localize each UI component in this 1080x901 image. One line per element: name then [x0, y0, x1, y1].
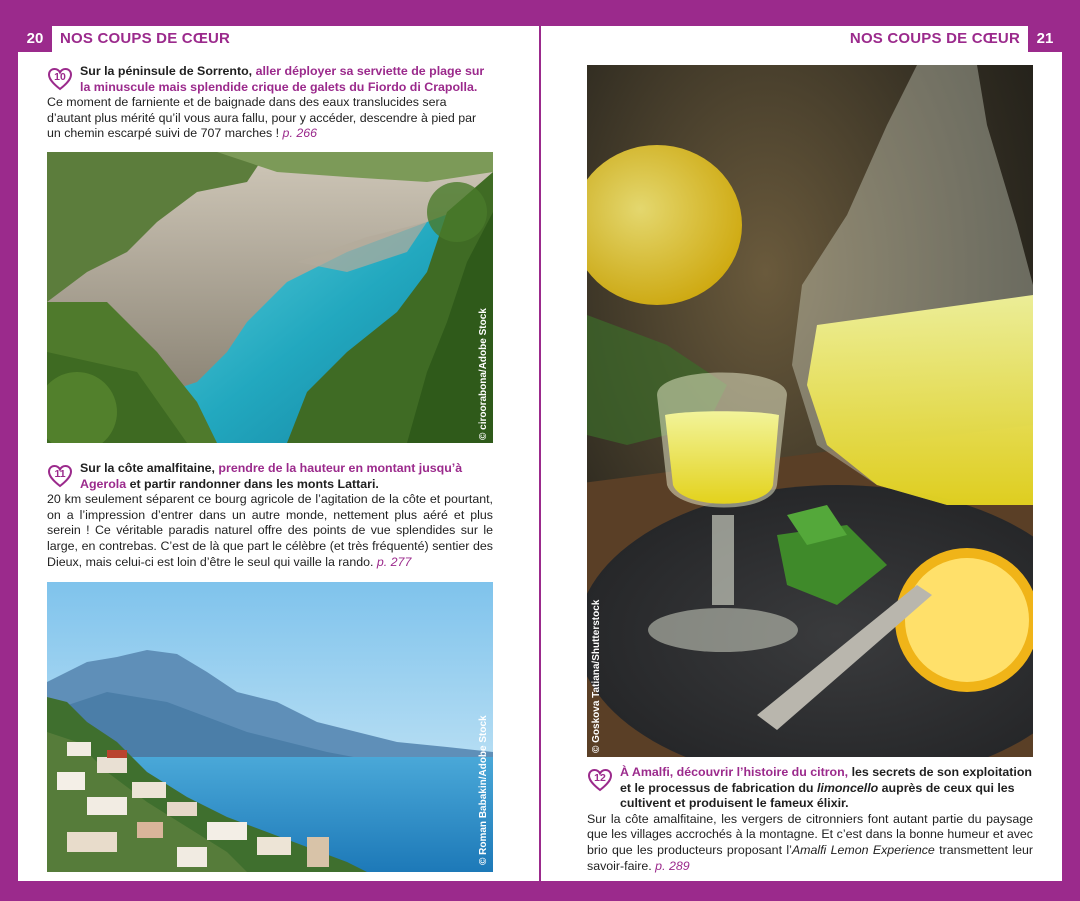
running-head: NOS COUPS DE CŒUR: [849, 30, 1020, 47]
photo-fiordo-di-crapolla: [47, 152, 493, 443]
item-12-body: Sur la côte amalfitaine, les vergers de citronniers font autant partie du paysage que les villages accrochés à la montagne. Et c’est dans la bonne humeur et avec brio que les producteurs proposant l’: [587, 811, 1033, 857]
photo-credit: © ciroorabona/Adobe Stock: [478, 308, 489, 440]
item-11-lead: Sur la côte amalfitaine,: [80, 461, 219, 475]
badge-number: 11: [54, 468, 66, 480]
page-number: 21: [1028, 26, 1062, 52]
photo-limoncello: [587, 65, 1033, 757]
item-11-lead-highlight: prendre de la hauteur en montant jusqu’à Agerola: [80, 461, 463, 491]
item-12: [587, 765, 1033, 874]
badge-number: 10: [54, 71, 66, 83]
page-number: 20: [18, 26, 52, 52]
item-12-body-italic: Amalfi Lemon Experience: [791, 842, 935, 857]
photo-credit: © Goskova Tatiana/Shutterstock: [591, 599, 602, 753]
item-12-page-ref[interactable]: p. 289: [655, 858, 690, 873]
item-11-lead-end: et partir randonner dans les monts Lattari.: [126, 476, 379, 491]
item-10-lead: Sur la péninsule de Sorrento,: [80, 64, 256, 78]
item-11: [47, 461, 493, 570]
item-12-lead-end: auprès de ceux qui les cultivent et produisent le fameux élixir.: [620, 780, 1015, 811]
bottom-band: [0, 881, 539, 901]
item-10-lead-highlight: aller déployer sa serviette de plage sur la minuscule mais splendide crique de galets du Fiordo di Crapolla.: [80, 64, 485, 94]
side-band: [1062, 52, 1080, 901]
bottom-band: [541, 881, 1080, 901]
item-12-body-end: transmettent leur savoir-faire.: [587, 842, 1033, 873]
item-12-lead: les secrets de son exploitation et le processus de fabrication du: [620, 765, 1032, 795]
item-10-body: Ce moment de farniente et de baignade dans des eaux translucides sera d’autant plus mérité qu’il vous aura fallu, pour y accéder, descendre à pied par un chemin escarpé suivi de 707 marches !: [47, 95, 477, 141]
photo-credit: © Roman Babakin/Adobe Stock: [478, 715, 489, 865]
badge-number: 12: [594, 772, 606, 784]
item-10-page-ref[interactable]: p. 266: [282, 126, 317, 141]
right-page: [541, 0, 1080, 901]
item-11-page-ref[interactable]: p. 277: [376, 554, 412, 569]
running-head: NOS COUPS DE CŒUR: [60, 30, 231, 47]
item-12-lead-italic: limoncello: [816, 780, 879, 795]
photo-amalfi-coast: [47, 582, 493, 872]
item-12-lead-highlight: À Amalfi, découvrir l’histoire du citron,: [620, 765, 849, 779]
side-band: [0, 52, 18, 901]
left-page: [0, 0, 539, 901]
item-11-body: 20 km seulement séparent ce bourg agricole de l’agitation de la côte et pourtant, on a l’impression d’entrer dans un autre monde, nettement plus aéré et plus serein ! Ce véritable paradis naturel offre des points de vue splendides sur le large, en contrebas. C’est de là que part le célèbre (et très fréquenté) sentier des Dieux, mais celui-ci est loin d’être le seul qui vaille la rando.: [47, 492, 493, 569]
item-10: [47, 64, 493, 142]
